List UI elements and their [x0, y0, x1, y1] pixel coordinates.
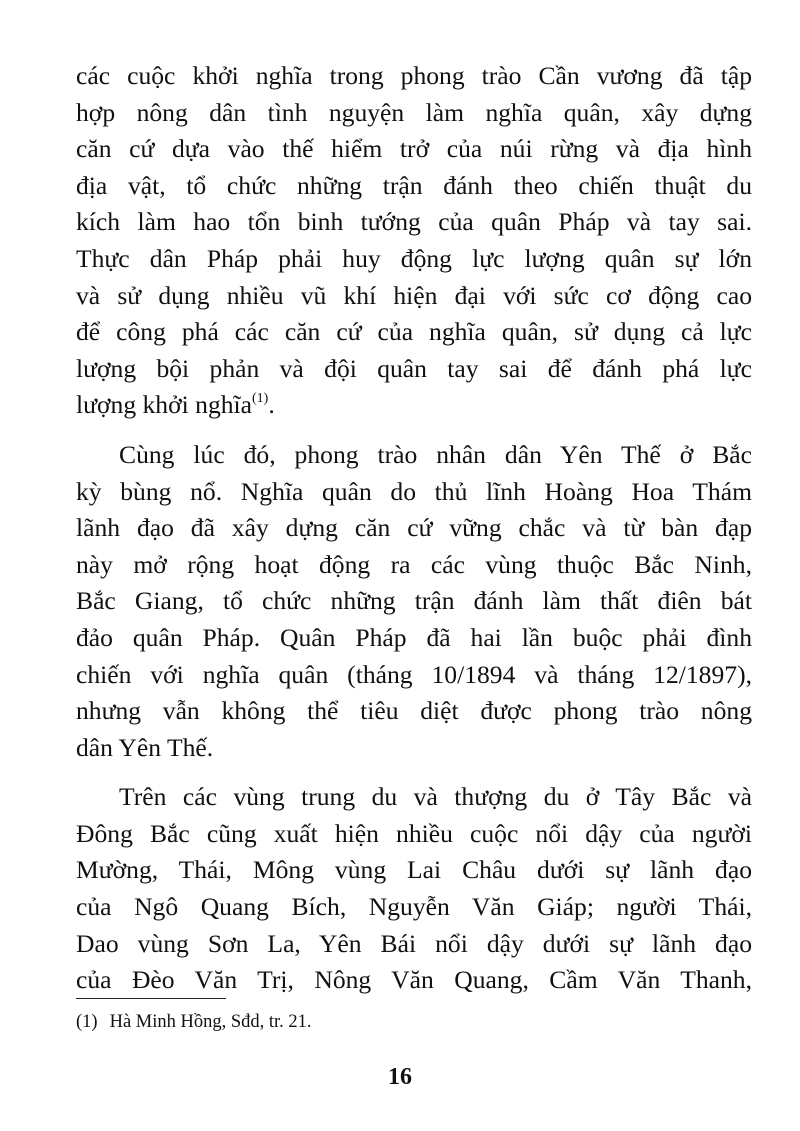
- paragraph-2: [76, 437, 752, 766]
- text-line: Cùng lúc đó, phong trào nhân dân Yên Thế ở Bắc: [119, 439, 752, 469]
- text-line: và sử dụng nhiều vũ khí hiện đại với sức cơ động cao: [76, 280, 752, 310]
- text-line: lượng bội phản và đội quân tay sai để đánh phá lực: [76, 353, 752, 383]
- text-fragment: lượng khởi nghĩa: [76, 390, 253, 420]
- text-line: Dao vùng Sơn La, Yên Bái nổi dậy dưới sự lãnh đạo: [76, 928, 752, 958]
- text-line: lãnh đạo đã xây dựng căn cứ vững chắc và từ bàn đạp: [76, 513, 752, 543]
- text-line: Thực dân Pháp phải huy động lực lượng quân sự lớn: [76, 243, 752, 273]
- text-line: chiến với nghĩa quân (tháng 10/1894 và tháng 12/1897),: [76, 659, 752, 689]
- text-line: [76, 387, 752, 424]
- text-line: Mường, Thái, Mông vùng Lai Châu dưới sự lãnh đạo: [76, 855, 752, 885]
- footnote-reference[interactable]: (1): [252, 391, 269, 407]
- paragraph-3: [76, 779, 752, 999]
- text-line: Đông Bắc cũng xuất hiện nhiều cuộc nổi dậy của người: [76, 818, 752, 848]
- text-line: của Đèo Văn Trị, Nông Văn Quang, Cầm Văn Thanh,: [76, 965, 752, 995]
- text-line: Trên các vùng trung du và thượng du ở Tây Bắc và: [119, 782, 752, 812]
- text-line: kích làm hao tổn binh tướng của quân Pháp và tay sai.: [76, 207, 752, 237]
- page-body: [76, 58, 752, 1012]
- footnote-text: Hà Minh Hồng, Sđd, tr. 21.: [109, 1012, 312, 1032]
- sentence-end: .: [268, 390, 275, 420]
- text-line: đảo quân Pháp. Quân Pháp đã hai lần buộc phải đình: [76, 622, 752, 652]
- text-line: nhưng vẫn không thể tiêu diệt được phong trào nông: [76, 696, 752, 726]
- text-line: của Ngô Quang Bích, Nguyễn Văn Giáp; người Thái,: [76, 892, 752, 922]
- text-line: này mở rộng hoạt động ra các vùng thuộc Bắc Ninh,: [76, 549, 752, 579]
- text-line: hợp nông dân tình nguyện làm nghĩa quân, xây dựng: [76, 97, 752, 127]
- page-number: 16: [388, 1064, 412, 1090]
- text-line: dân Yên Thế.: [76, 732, 214, 762]
- text-line: kỳ bùng nổ. Nghĩa quân do thủ lĩnh Hoàng Hoa Thám: [76, 476, 752, 506]
- footnote-marker: (1): [76, 1012, 98, 1032]
- text-line: địa vật, tổ chức những trận đánh theo chiến thuật du: [76, 170, 752, 200]
- footnote: [76, 1010, 312, 1034]
- text-line: Bắc Giang, tổ chức những trận đánh làm thất điên bát: [76, 586, 752, 616]
- footnote-divider: [76, 998, 226, 999]
- text-line: để công phá các căn cứ của nghĩa quân, sử dụng cả lực: [76, 317, 752, 347]
- paragraph-1: [76, 58, 752, 424]
- text-line: căn cứ dựa vào thế hiểm trở của núi rừng và địa hình: [76, 134, 752, 164]
- text-line: các cuộc khởi nghĩa trong phong trào Cần vương đã tập: [76, 61, 752, 90]
